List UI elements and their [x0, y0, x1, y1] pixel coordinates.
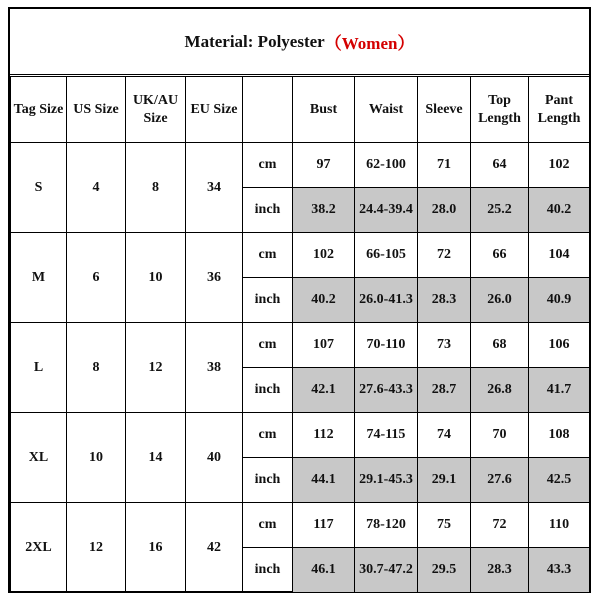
header-row	[11, 77, 590, 143]
eu-size-cell: 36	[186, 233, 243, 323]
pant-length-cm-cell: 108	[529, 413, 590, 458]
unit-label-cm: cm	[243, 143, 293, 188]
bust-inch-cell: 46.1	[293, 548, 355, 593]
top-length-inch-cell: 28.3	[471, 548, 529, 593]
size-row-l-cm	[11, 323, 590, 368]
col-header-sleeve: Sleeve	[418, 77, 471, 143]
pant-length-inch-cell: 41.7	[529, 368, 590, 413]
bust-cm-cell: 107	[293, 323, 355, 368]
tag-size-cell: XL	[11, 413, 67, 503]
size-table	[10, 76, 590, 593]
sleeve-inch-cell: 28.0	[418, 188, 471, 233]
tag-size-cell: S	[11, 143, 67, 233]
eu-size-cell: 42	[186, 503, 243, 593]
bust-cm-cell: 97	[293, 143, 355, 188]
gender-label: （Women）	[324, 34, 415, 53]
bust-cm-cell: 112	[293, 413, 355, 458]
uk-au-size-cell: 12	[126, 323, 186, 413]
waist-cm-cell: 78-120	[355, 503, 418, 548]
waist-cm-cell: 66-105	[355, 233, 418, 278]
col-header-pant-length: Pant Length	[529, 77, 590, 143]
bust-inch-cell: 44.1	[293, 458, 355, 503]
col-header-tag-size: Tag Size	[11, 77, 67, 143]
top-length-cm-cell: 72	[471, 503, 529, 548]
us-size-cell: 6	[67, 233, 126, 323]
uk-au-size-cell: 16	[126, 503, 186, 593]
unit-label-cm: cm	[243, 413, 293, 458]
sleeve-inch-cell: 29.1	[418, 458, 471, 503]
sleeve-cm-cell: 72	[418, 233, 471, 278]
us-size-cell: 8	[67, 323, 126, 413]
col-header-eu-size: EU Size	[186, 77, 243, 143]
waist-inch-cell: 29.1-45.3	[355, 458, 418, 503]
top-length-cm-cell: 68	[471, 323, 529, 368]
col-header-bust: Bust	[293, 77, 355, 143]
col-header-waist: Waist	[355, 77, 418, 143]
unit-label-inch: inch	[243, 548, 293, 593]
top-length-cm-cell: 70	[471, 413, 529, 458]
bust-inch-cell: 38.2	[293, 188, 355, 233]
unit-label-inch: inch	[243, 278, 293, 323]
bust-cm-cell: 102	[293, 233, 355, 278]
waist-inch-cell: 27.6-43.3	[355, 368, 418, 413]
pant-length-inch-cell: 40.2	[529, 188, 590, 233]
col-header-unit	[243, 77, 293, 143]
waist-cm-cell: 62-100	[355, 143, 418, 188]
pant-length-inch-cell: 42.5	[529, 458, 590, 503]
us-size-cell: 12	[67, 503, 126, 593]
pant-length-cm-cell: 104	[529, 233, 590, 278]
unit-label-cm: cm	[243, 233, 293, 278]
sleeve-cm-cell: 73	[418, 323, 471, 368]
material-label: Material: Polyester	[184, 31, 325, 51]
top-length-cm-cell: 64	[471, 143, 529, 188]
tag-size-cell: M	[11, 233, 67, 323]
sleeve-cm-cell: 74	[418, 413, 471, 458]
top-length-inch-cell: 26.8	[471, 368, 529, 413]
us-size-cell: 10	[67, 413, 126, 503]
uk-au-size-cell: 8	[126, 143, 186, 233]
top-length-inch-cell: 26.0	[471, 278, 529, 323]
eu-size-cell: 34	[186, 143, 243, 233]
unit-label-cm: cm	[243, 503, 293, 548]
col-header-us-size: US Size	[67, 77, 126, 143]
us-size-cell: 4	[67, 143, 126, 233]
bust-inch-cell: 40.2	[293, 278, 355, 323]
size-row-m-cm	[11, 233, 590, 278]
top-length-cm-cell: 66	[471, 233, 529, 278]
waist-inch-cell: 24.4-39.4	[355, 188, 418, 233]
uk-au-size-cell: 10	[126, 233, 186, 323]
chart-title	[10, 9, 589, 75]
col-header-uk-au-size: UK/AU Size	[126, 77, 186, 143]
uk-au-size-cell: 14	[126, 413, 186, 503]
col-header-top-length: Top Length	[471, 77, 529, 143]
sleeve-inch-cell: 29.5	[418, 548, 471, 593]
waist-inch-cell: 26.0-41.3	[355, 278, 418, 323]
waist-inch-cell: 30.7-47.2	[355, 548, 418, 593]
pant-length-inch-cell: 43.3	[529, 548, 590, 593]
eu-size-cell: 38	[186, 323, 243, 413]
size-row-2xl-cm	[11, 503, 590, 548]
pant-length-inch-cell: 40.9	[529, 278, 590, 323]
eu-size-cell: 40	[186, 413, 243, 503]
waist-cm-cell: 74-115	[355, 413, 418, 458]
sleeve-inch-cell: 28.3	[418, 278, 471, 323]
unit-label-inch: inch	[243, 368, 293, 413]
unit-label-cm: cm	[243, 323, 293, 368]
top-length-inch-cell: 27.6	[471, 458, 529, 503]
size-row-xl-cm	[11, 413, 590, 458]
tag-size-cell: L	[11, 323, 67, 413]
unit-label-inch: inch	[243, 188, 293, 233]
bust-inch-cell: 42.1	[293, 368, 355, 413]
size-row-s-cm	[11, 143, 590, 188]
waist-cm-cell: 70-110	[355, 323, 418, 368]
pant-length-cm-cell: 110	[529, 503, 590, 548]
unit-label-inch: inch	[243, 458, 293, 503]
top-length-inch-cell: 25.2	[471, 188, 529, 233]
sleeve-cm-cell: 71	[418, 143, 471, 188]
pant-length-cm-cell: 102	[529, 143, 590, 188]
sleeve-inch-cell: 28.7	[418, 368, 471, 413]
pant-length-cm-cell: 106	[529, 323, 590, 368]
bust-cm-cell: 117	[293, 503, 355, 548]
tag-size-cell: 2XL	[11, 503, 67, 593]
sleeve-cm-cell: 75	[418, 503, 471, 548]
